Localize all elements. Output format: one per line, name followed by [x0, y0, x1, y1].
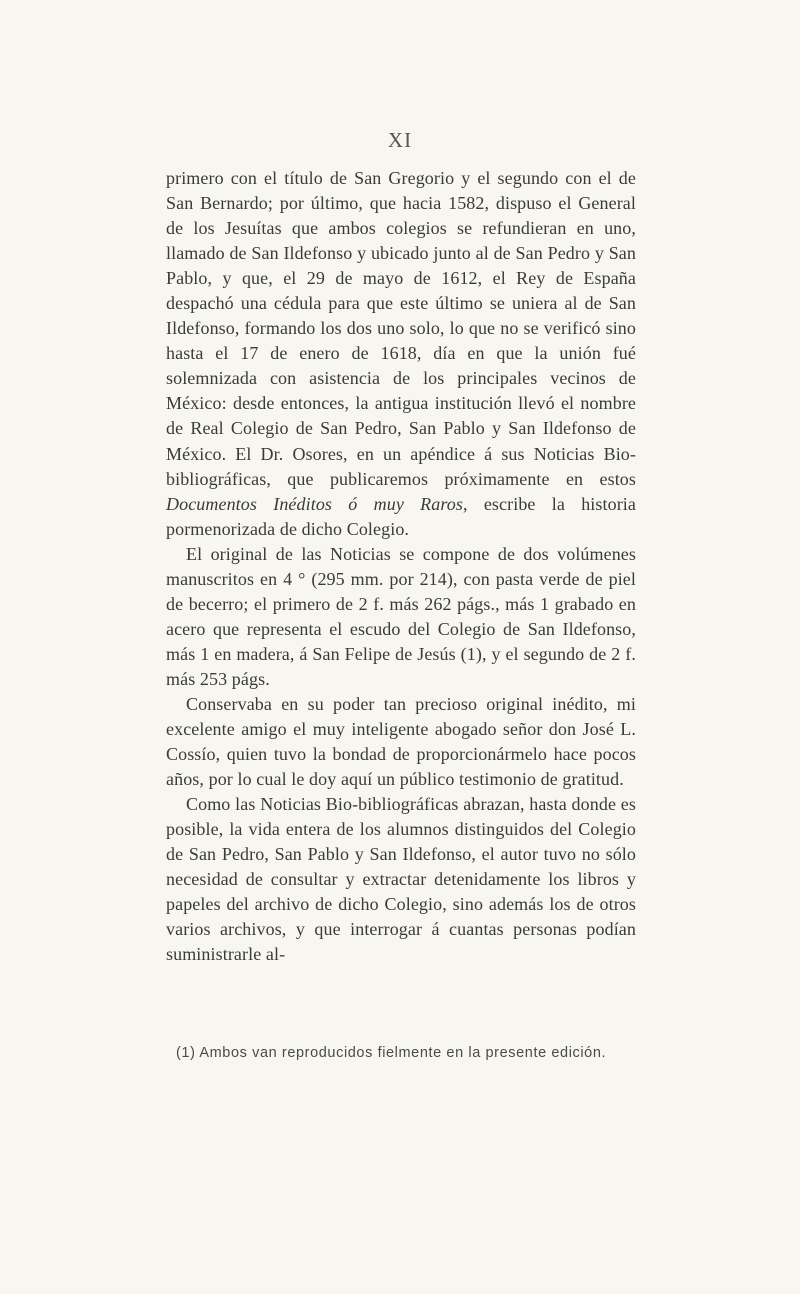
paragraph: Conservaba en su poder tan precioso original inédito, mi excelente amigo el muy inteligente abogado señor don José L. Cossío, quien tuvo la bondad de proporcionármelo hace pocos años, por lo cual le doy aquí un público testimonio de gratitud. — [166, 693, 636, 790]
footnote: (1) Ambos van reproducidos fielmente en la presente edición. — [176, 1045, 607, 1061]
page-number: XI — [387, 128, 413, 152]
paragraph: El original de las Noticias se compone de dos volúmenes manuscritos en 4 ° (295 mm. por 214), con pasta verde de piel de becerro; el primero de 2 f. más 262 págs., más 1 grabado en acero que representa el escudo del Colegio de San Ildefonso, más 1 en madera, á San Felipe de Jesús (1), y el segundo de 2 f. más 253 págs. — [166, 543, 636, 689]
body-text — [166, 166, 636, 968]
paragraph-text: , escribe la historia pormenorizada de dicho Colegio. — [166, 493, 636, 539]
paragraph-text: primero con el título de San Gregorio y el segundo con el de San Bernardo; por último, que hacia 1582, dispuso el General de los Jesuítas que ambos colegios se refundieran en uno, llamado de San Ildefonso y ubicado junto al de San Pedro y San Pablo, y que, el 29 de mayo de 1612, el Rey de España despachó una cédula para que este último se uniera al de San Ildefonso, formando los dos uno solo, lo que no se verificó sino hasta el 17 de enero de 1618, día en que la unión fué solemnizada con asistencia de los principales vecinos de México: desde entonces, la antigua institución llevó el nombre de Real Colegio de San Pedro, San Pablo y San Ildefonso de México. El Dr. Osores, en un apéndice á sus Noticias Bio-bibliográficas, que publicaremos próximamente en estos — [166, 168, 636, 489]
paragraph: Como las Noticias Bio-bibliográficas abrazan, hasta donde es posible, la vida entera de los alumnos distinguidos del Colegio de San Pedro, San Pablo y San Ildefonso, el autor tuvo no sólo necesidad de consultar y extractar detenidamente los libros y papeles del archivo de dicho Colegio, sino además los de otros varios archivos, y que interrogar á cuantas personas podían suministrarle al- — [166, 794, 636, 965]
paragraph — [166, 166, 636, 542]
italic-title: Documentos Inéditos ó muy Raros — [166, 493, 463, 514]
